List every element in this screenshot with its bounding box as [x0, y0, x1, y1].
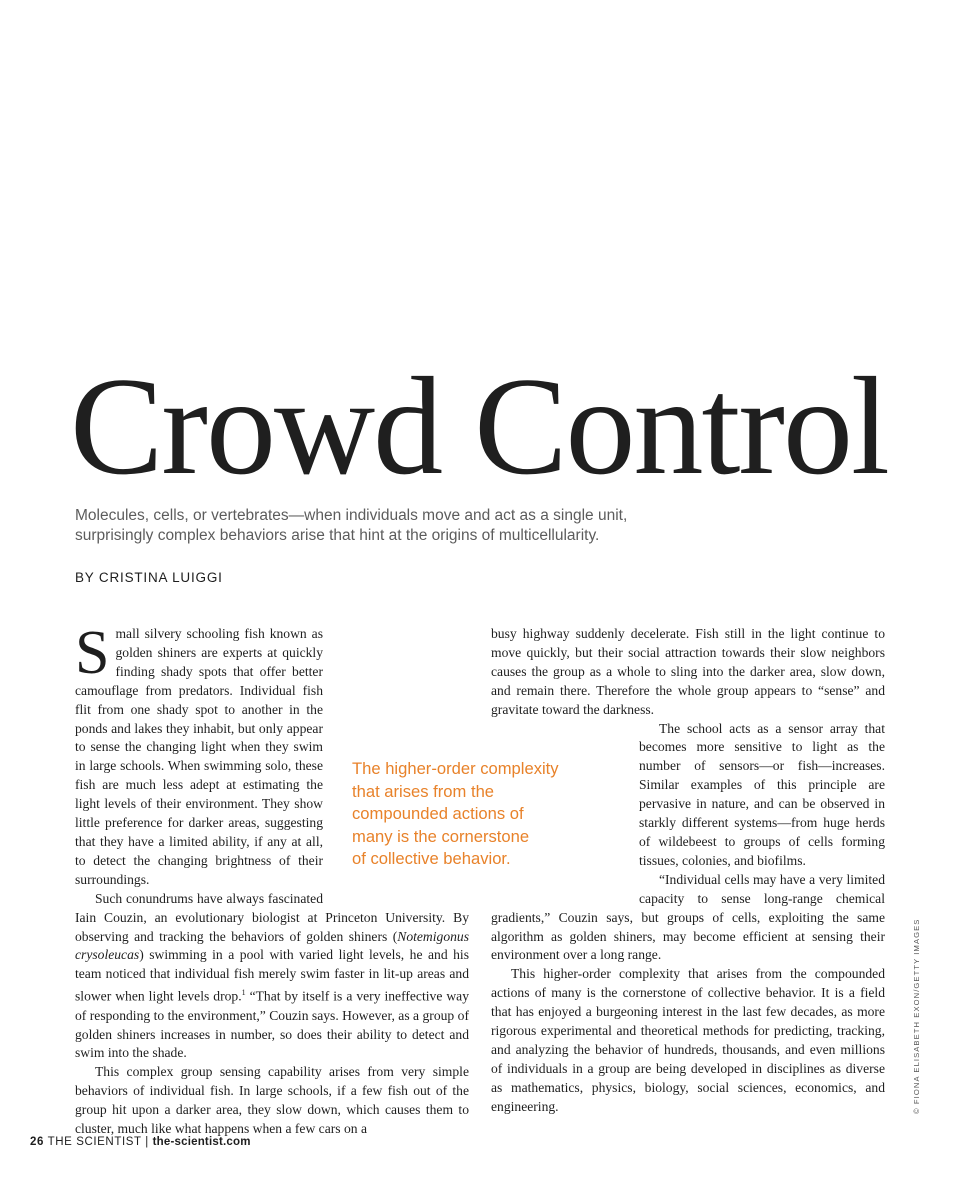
footer-separator: |	[145, 1136, 149, 1148]
body-column-right	[491, 625, 885, 1117]
paragraph-4: busy highway suddenly decelerate. Fish still in the light continue to move quickly, but their social attraction towards their slow neighbors causes the group as a whole to sling into the darker area, slow down, and remain there. Therefore the whole group appears to “sense” and gravitate toward the darkness.	[491, 626, 885, 717]
deck-line-2: surprisingly complex behaviors arise that hint at the origins of multicellularity.	[75, 527, 600, 544]
pull-quote-line: many is the cornerstone	[352, 826, 530, 846]
publication-url[interactable]: the-scientist.com	[152, 1136, 251, 1148]
pull-quote-line: compounded actions of	[352, 804, 524, 823]
reference-marker: 1	[241, 988, 246, 998]
paragraph-3: This complex group sensing capability arises from very simple behaviors of individual fish. In large schools, if a few fish out of the group hit upon a darker area, they slow down, which causes them to cluster, much like what happens when a few cars on a	[75, 1064, 469, 1137]
paragraph-1-text: mall silvery schooling fish known as golden shiners are experts at quickly finding shady spots that offer better camouflage from predators. Individual fish flit from one shady spot to another in the ponds and lakes they inhabit, but only appear to sense the changing light when they swim in large schools. When swimming solo, these fish are much less adept at estimating the light levels of their environment. They show little preference for darker areas, suggesting that they have a limited ability, if any at all, to detect the changing brightness of their surroundings.	[75, 626, 323, 887]
publication-name: THE SCIENTIST	[47, 1136, 142, 1148]
pull-quote-line: that arises from the	[352, 781, 495, 801]
paragraph-7: This higher-order complexity that arises from the compounded actions of many is the cornerstone of collective behavior. It is a field that has enjoyed a burgeoning interest in the last few decades, as more rigorous experimental and theoretical methods for predicting, tracking, and analyzing the behavior of hundreds, thousands, and even millions of individuals in a group are being developed in disciplines as diverse as mathematics, physics, biology, social sciences, economics, and engineering.	[491, 966, 885, 1114]
article-title: Crowd Control	[70, 349, 888, 504]
pull-quote	[352, 758, 612, 871]
page-footer	[30, 1136, 251, 1148]
paragraph-2-text-c: “That by itself is a very ineffective way of responding to the environment,” Couzin says. However, as a group of golden shiners increases in number, so does their ability to detect and swim into the shade.	[75, 988, 469, 1061]
photo-credit: © FIONA ELISABETH EXON/GETTY IMAGES	[912, 918, 921, 1114]
drop-cap: S	[75, 619, 110, 687]
deck-line-1: Molecules, cells, or vertebrates—when individuals move and act as a single unit,	[75, 507, 628, 524]
paragraph-6: “Individual cells may have a very limited capacity to sense long-range chemical gradients,” Couzin says, but groups of cells, exploiting the same algorithm as golden shiners, may become efficient at sensing their environment over a long range.	[491, 871, 885, 963]
species-name: Notemigonus crysoleucas	[75, 928, 469, 963]
body-column-left	[75, 619, 469, 1139]
page-number: 26	[30, 1136, 44, 1148]
article-deck	[75, 506, 775, 546]
paragraph-2-text-a: Such conundrums have always fascinated Iain Couzin, an evolutionary biologist at Princeton University. By observing and tracking the behaviors of golden shiners (	[75, 890, 469, 944]
pull-quote-line: of collective behavior.	[352, 849, 511, 868]
paragraph-5: The school acts as a sensor array that becomes more sensitive to light as the number of sensors—or fish—increases. Similar examples of this principle are pervasive in nature, and can be observed in starkly different systems—from huge herds of wildebeest to groups of cells forming tissues, colonies, and biofilms.	[639, 720, 885, 868]
pull-quote-line: The higher-order complexity	[352, 759, 559, 778]
paragraph-2-text-b: ) swimming in a pool with varied light levels, he and his team noticed that individual fish merely swim faster in lit-up areas and slower when light levels drop.	[75, 947, 469, 1004]
byline: BY CRISTINA LUIGGI	[75, 570, 223, 585]
paragraph-2	[75, 890, 469, 1064]
